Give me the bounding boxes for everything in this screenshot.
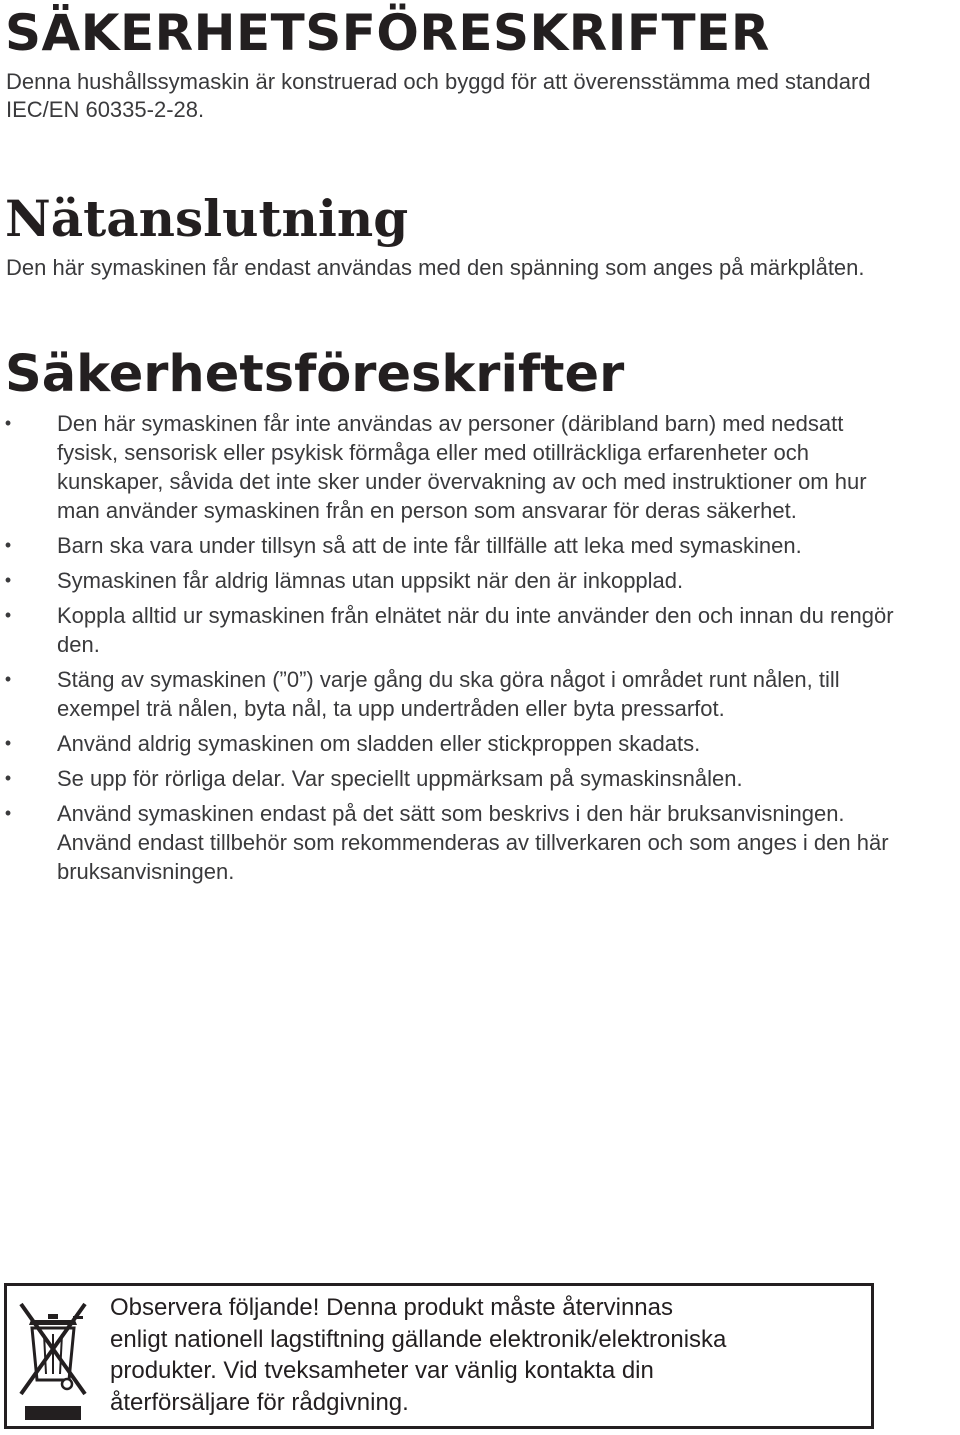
power-connection-heading: Nätanslutning — [5, 189, 409, 248]
bullet-icon: • — [4, 803, 12, 823]
bullet-icon: • — [4, 669, 12, 689]
safety-item-text: Barn ska vara under tillsyn så att de inte får tillfälle att leka med symaskinen. — [57, 533, 802, 558]
bullet-icon: • — [4, 413, 12, 433]
bullet-icon: • — [4, 733, 12, 753]
safety-heading: Säkerhetsföreskrifter — [5, 345, 625, 404]
safety-list-item — [0, 764, 960, 793]
safety-list-item — [0, 799, 960, 886]
safety-item-text: Se upp för rörliga delar. Var speciellt uppmärksam på symaskinsnålen. — [57, 766, 743, 791]
safety-item-text: Symaskinen får aldrig lämnas utan uppsikt när den är inkopplad. — [57, 568, 684, 593]
bullet-icon: • — [4, 605, 12, 625]
safety-list-item — [0, 665, 960, 723]
recycling-notice — [4, 1283, 874, 1429]
bullet-icon: • — [4, 535, 12, 555]
page-title: SÄKERHETSFÖRESKRIFTER — [5, 4, 770, 62]
safety-item-text: Använd symaskinen endast på det sätt som beskrivs i den här bruksanvisningen. Använd endast tillbehör som rekommenderas av tillverkaren och som anges i den här bruksanvisningen. — [57, 801, 889, 884]
safety-item-text: Koppla alltid ur symaskinen från elnätet när du inte använder den och innan du rengör den. — [57, 603, 894, 657]
bullet-icon: • — [4, 768, 12, 788]
safety-item-text: Den här symaskinen får inte användas av personer (däribland barn) med nedsatt fysisk, sensorisk eller psykisk förmåga eller med otillräckliga erfarenheter och kunskaper, såvida det inte sker under övervakning av och med instruktioner om hur man använder symaskinen från en person som ansvarar för deras säkerhet. — [57, 411, 867, 523]
safety-list-item — [0, 729, 960, 758]
recycling-text: Observera följande! Denna produkt måste återvinnas enligt nationell lagstiftning gällande elektronik/elektroniska produkter. Vid tveksamheter var vänlig kontakta din återförsäljare för rådgivning. — [110, 1294, 727, 1416]
safety-list-item — [0, 601, 960, 659]
power-connection-text: Den här symaskinen får endast användas med den spänning som anges på märkplåten. — [6, 255, 865, 280]
safety-list-item — [0, 531, 960, 560]
safety-item-text: Stäng av symaskinen (”0”) varje gång du ska göra något i området runt nålen, till exempel trä nålen, byta nål, ta upp undertråden eller byta pressarfot. — [57, 667, 840, 721]
crossed-out-wheelie-bin-icon — [17, 1298, 89, 1426]
safety-list — [0, 409, 960, 892]
safety-item-text: Använd aldrig symaskinen om sladden eller stickproppen skadats. — [57, 731, 701, 756]
safety-list-item — [0, 566, 960, 595]
bullet-icon: • — [4, 570, 12, 590]
safety-list-item — [0, 409, 960, 525]
intro-text: Denna hushållssymaskin är konstruerad och byggd för att överensstämma med standard IEC/EN 60335-2-28. — [6, 69, 871, 122]
